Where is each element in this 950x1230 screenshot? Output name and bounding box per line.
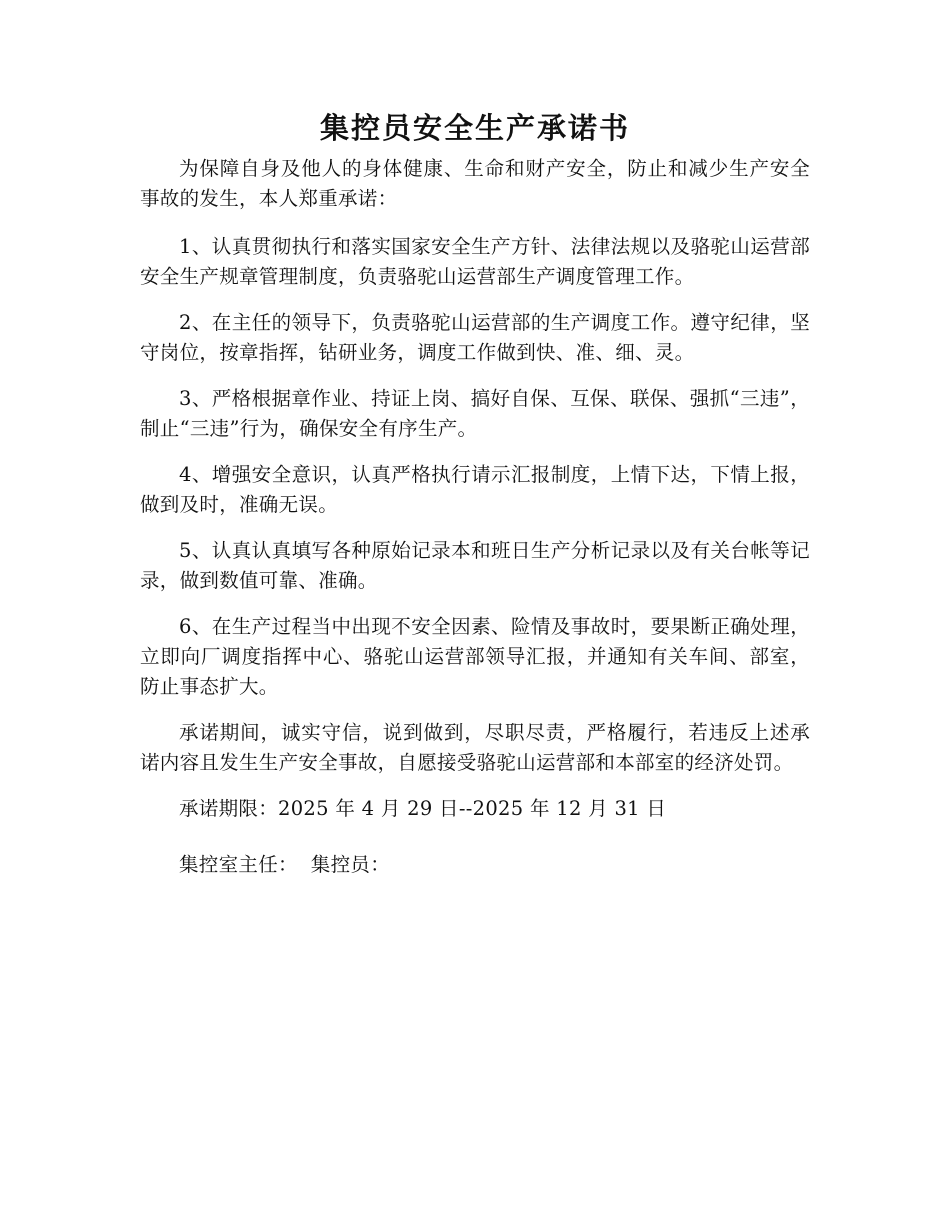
intro-paragraph: 为保障自身及他人的身体健康、生命和财产安全，防止和减少生产安全事故的发生，本人郑重承诺：: [140, 157, 810, 210]
commitment-item-5: 5、认真认真填写各种原始记录本和班日生产分析记录以及有关台帐等记录，做到数值可靠、准确。: [140, 539, 810, 592]
document-title: 集控员安全生产承诺书: [319, 111, 630, 145]
signature-line: 集控室主任： 集控员：: [179, 853, 390, 876]
closing-paragraph: 承诺期间，诚实守信，说到做到，尽职尽责，严格履行，若违反上述承诺内容且发生生产安全事故，自愿接受骆驼山运营部和本部室的经济处罚。: [140, 721, 810, 774]
commitment-period: 承诺期限：2025 年 4 月 29 日--2025 年 12 月 31 日: [179, 797, 667, 820]
commitment-item-3: 3、严格根据章作业、持证上岗、搞好自保、互保、联保、强抓“三违”，制止“三违”行为，确保安全有序生产。: [140, 387, 810, 440]
commitment-item-6: 6、在生产过程当中出现不安全因素、险情及事故时，要果断正确处理，立即向厂调度指挥中心、骆驼山运营部领导汇报，并通知有关车间、部室，防止事态扩大。: [140, 615, 810, 698]
commitment-item-2: 2、在主任的领导下，负责骆驼山运营部的生产调度工作。遵守纪律，坚守岗位，按章指挥，钻研业务，调度工作做到快、准、细、灵。: [140, 311, 810, 364]
commitment-item-1: 1、认真贯彻执行和落实国家安全生产方针、法律法规以及骆驼山运营部安全生产规章管理制度，负责骆驼山运营部生产调度管理工作。: [140, 235, 810, 288]
commitment-item-4: 4、增强安全意识，认真严格执行请示汇报制度，上情下达，下情上报，做到及时，准确无误。: [140, 463, 810, 516]
document-page: [140, 108, 810, 906]
